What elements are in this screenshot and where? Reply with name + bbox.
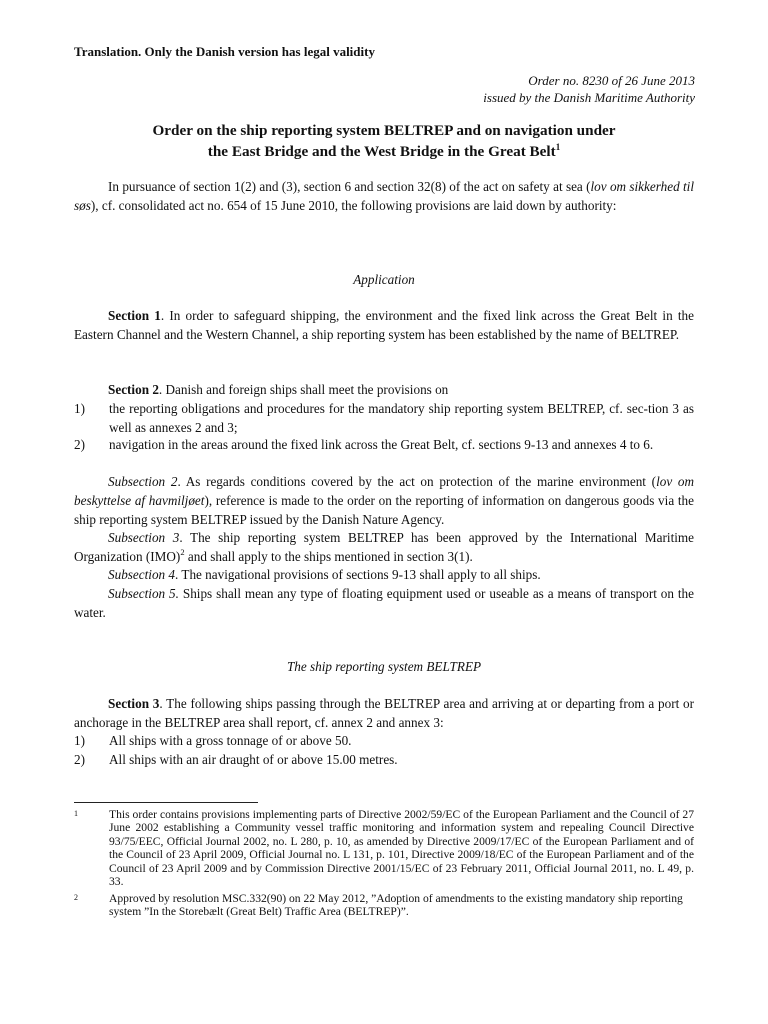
section-3-label: Section 3 (108, 696, 160, 711)
item-text: navigation in the areas around the fixed link across the Great Belt, cf. sections 9-13 and annexes 4 to 6. (109, 437, 654, 452)
subsection-2-text-a: . As regards conditions covered by the act on protection of the marine environment ( (177, 474, 657, 489)
section-2-subsection-2 (74, 473, 694, 529)
preamble-text-b: ), cf. consolidated act no. 654 of 15 June 2010, the following provisions are laid down by authority: (90, 197, 617, 213)
section-3-text: . The following ships passing through the BELTREP area and arriving at or departing from a port or anchorage in the BELTREP area shall report, cf. annex 2 and annex 3: (74, 696, 694, 730)
section-3-item-2 (74, 751, 694, 770)
heading-application: Application (353, 272, 415, 287)
item-number: 2) (74, 752, 85, 767)
order-number: Order no. 8230 of 26 June 2013 (528, 73, 695, 88)
subsection-4-label: Subsection 4 (108, 567, 176, 582)
section-2-text: . Danish and foreign ships shall meet the provisions on (158, 382, 449, 397)
subsection-2-label: Subsection 2 (108, 474, 178, 489)
title-line-2 (74, 141, 694, 162)
subsection-5-text: Ships shall mean any type of floating equipment used or useable as a means of transport on the water. (74, 586, 695, 620)
section-2-subsection-5 (74, 585, 694, 623)
item-number: 1) (74, 733, 85, 748)
footnote-text: This order contains provisions implementing parts of Directive 2002/59/EC of the European Parliament and the Council of 27 June 2002 establishing a Community vessel traffic monitoring and information system and repealing Council Directive 93/75/EEC, Official Journal 2002, no. L 280, p. 10, as amended by Directive 2009/17/EC of the European Parliament and of the Council of 23 April 2009, Official Journal no. L 131, p. 101, Directive 2009/18/EC of the European Parliament and of the Council of 23 April 2009 and by Commission Directive 2001/15/EC of 23 February 2011, Official Journal 2011, no. L 49, p. 33. (109, 808, 694, 889)
subsection-4-text: . The navigational provisions of sections 9-13 shall apply to all ships. (175, 567, 541, 582)
section-2-subsection-3 (74, 529, 694, 567)
subsection-3-text-b: and shall apply to the ships mentioned in section 3(1). (184, 548, 473, 564)
section-1-label: Section 1 (108, 308, 161, 323)
footnote-mark: 2 (74, 893, 78, 902)
heading-beltrep: The ship reporting system BELTREP (286, 659, 482, 674)
preamble-text-a: In pursuance of section 1(2) and (3), section 6 and section 32(8) of the act on safety at sea ( (108, 179, 591, 194)
item-text: All ships with a gross tonnage of or above 50. (109, 733, 352, 748)
footnote-2-ref[interactable]: 2 (180, 546, 185, 557)
preamble (74, 178, 694, 216)
section-2-item-2 (74, 436, 694, 455)
footnote-mark: 1 (74, 809, 78, 818)
translation-notice: Translation. Only the Danish version has legal validity (74, 44, 375, 59)
footnote-divider (74, 802, 258, 803)
item-text: All ships with an air draught of or above 15.00 metres. (109, 752, 398, 767)
section-2-intro (74, 381, 694, 400)
item-text: the reporting obligations and procedures for the mandatory ship reporting system BELTREP, cf. sec-tion 3 as well as annexes 2 and 3; (109, 401, 694, 435)
subsection-2-italic: lov om beskyttelse af havmiljøet (74, 474, 694, 508)
section-1 (74, 307, 694, 345)
section-2-label: Section 2 (108, 382, 159, 397)
order-meta (483, 72, 695, 106)
item-number: 2) (74, 437, 85, 452)
order-issuer: issued by the Danish Maritime Authority (483, 90, 695, 105)
preamble-italic: lov om sikkerhed til søs (74, 179, 694, 213)
subsection-5-label: Subsection 5. (108, 586, 179, 601)
footnote-1 (74, 808, 694, 888)
section-2-item-1 (74, 400, 694, 438)
item-number: 1) (74, 401, 85, 416)
subsection-3-label: Subsection 3 (108, 530, 180, 545)
section-2-subsection-4 (74, 566, 694, 585)
title-line-2-text: the East Bridge and the West Bridge in the Great Belt (207, 143, 556, 160)
footnote-text: Approved by resolution MSC.332(90) on 22 May 2012, ”Adoption of amendments to the existing mandatory ship reporting system ”In the Storebælt (Great Belt) Traffic Area (BELTREP)”. (109, 892, 683, 919)
section-3-item-1 (74, 732, 694, 751)
section-1-text: . In order to safeguard shipping, the environment and the fixed link across the Great Belt in the Eastern Channel and the Western Channel, a ship reporting system has been established by the name of BELTREP. (74, 308, 694, 342)
section-3-intro (74, 695, 694, 733)
subsection-2-text-b: ), reference is made to the order on the reporting of information on dangerous goods via the ship reporting system BELTREP issued by the Danish Nature Agency. (74, 492, 694, 527)
subsection-3-text-a: . The ship reporting system BELTREP has been approved by the International Maritime Organization (IMO) (74, 530, 695, 564)
title-line-1: Order on the ship reporting system BELTREP and on navigation under (152, 122, 616, 139)
title-footnote-ref[interactable]: 1 (555, 142, 561, 152)
document-title (74, 120, 694, 162)
footnote-2 (74, 892, 694, 919)
